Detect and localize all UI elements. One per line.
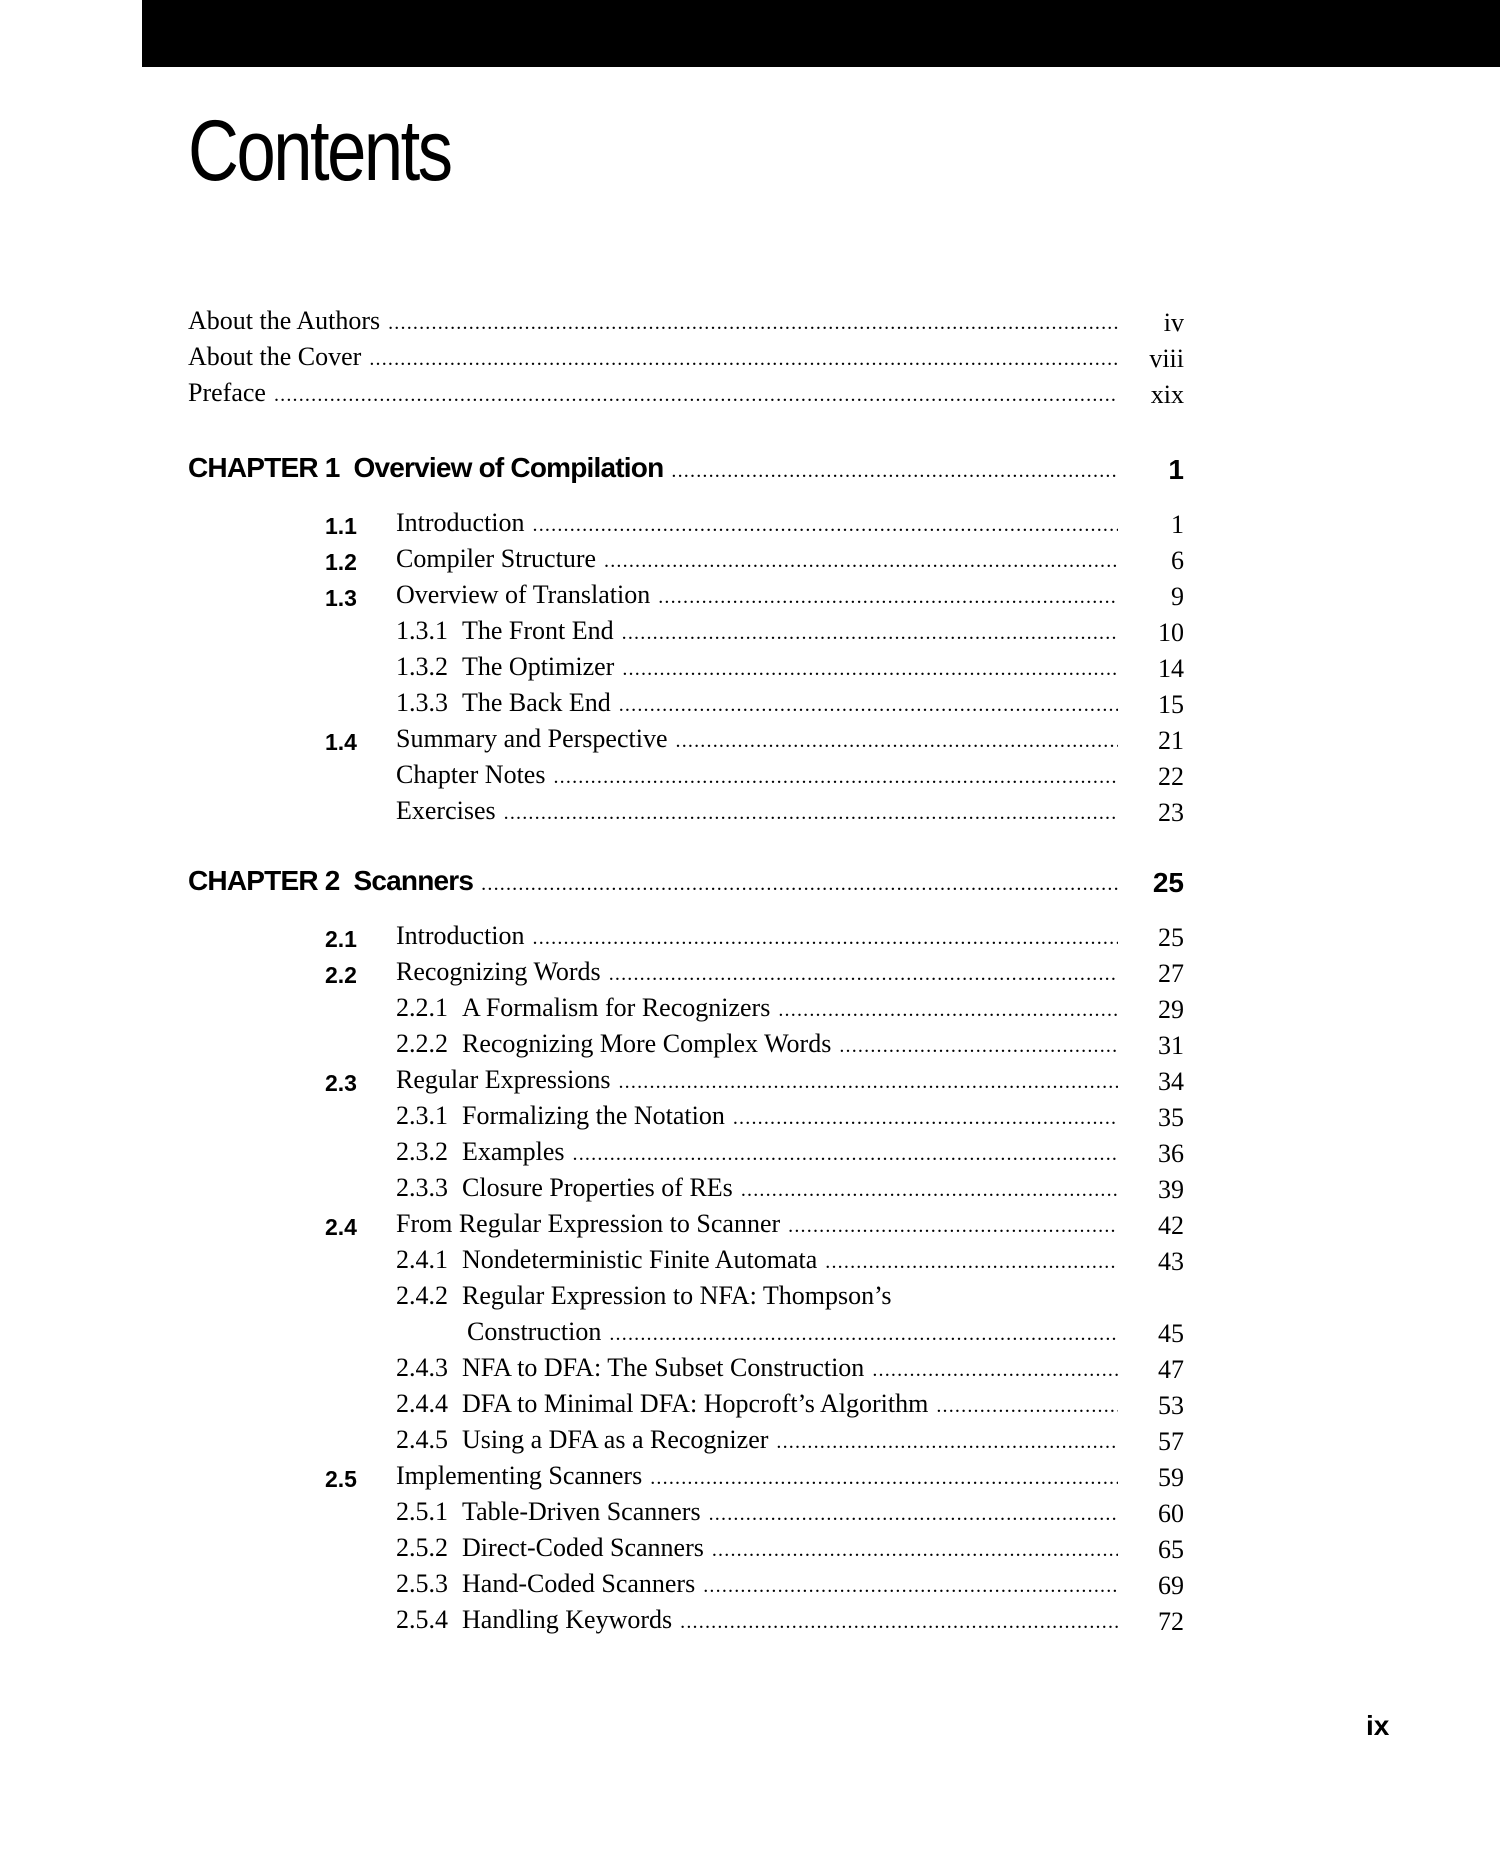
dot-leader bbox=[741, 1179, 1118, 1202]
subsection-number: 1.3.1 bbox=[396, 616, 448, 645]
toc-entry bbox=[396, 796, 1128, 832]
page-ref: 15 bbox=[1158, 690, 1184, 719]
chapter-heading bbox=[188, 452, 1128, 488]
page-ref: 9 bbox=[1171, 582, 1184, 611]
page-ref: 35 bbox=[1158, 1103, 1184, 1132]
entry-title: Hand-Coded Scanners bbox=[462, 1569, 696, 1598]
dot-leader bbox=[776, 1431, 1118, 1454]
entry-title-continued: Construction bbox=[467, 1317, 602, 1346]
toc-entry bbox=[396, 1245, 1128, 1281]
entry-title: Regular Expressions bbox=[396, 1065, 611, 1094]
toc-entry bbox=[396, 1425, 1128, 1461]
subsection-number: 2.2.2 bbox=[396, 1029, 448, 1058]
section-number: 1.2 bbox=[325, 549, 357, 575]
entry-title: Introduction bbox=[396, 921, 525, 950]
toc-entry bbox=[188, 306, 1128, 342]
toc-entry bbox=[396, 616, 1128, 652]
toc-entry bbox=[396, 652, 1128, 688]
page-ref: xix bbox=[1150, 380, 1184, 409]
entry-title: The Optimizer bbox=[462, 652, 615, 681]
entry-title: Compiler Structure bbox=[396, 544, 597, 573]
page-ref: 6 bbox=[1171, 546, 1184, 575]
entry-title: Exercises bbox=[396, 796, 496, 825]
dot-leader bbox=[619, 694, 1118, 717]
toc-entry bbox=[396, 1497, 1128, 1533]
entry-title: DFA to Minimal DFA: Hopcroft’s Algorithm bbox=[462, 1389, 929, 1418]
section-number: 1.1 bbox=[325, 513, 357, 539]
dot-leader bbox=[274, 384, 1118, 407]
dot-leader bbox=[622, 622, 1118, 645]
dot-leader bbox=[778, 999, 1118, 1022]
toc-entry bbox=[396, 1533, 1128, 1569]
entry-title: Recognizing More Complex Words bbox=[462, 1029, 832, 1058]
subsection-number: 2.4.2 bbox=[396, 1281, 448, 1310]
dot-leader bbox=[481, 873, 1118, 896]
page-ref: 25 bbox=[1152, 867, 1184, 898]
toc-entry bbox=[396, 921, 1128, 957]
dot-leader bbox=[825, 1251, 1118, 1274]
entry-title: A Formalism for Recognizers bbox=[462, 993, 771, 1022]
subsection-number: 2.3.1 bbox=[396, 1101, 448, 1130]
toc-entry bbox=[396, 1209, 1128, 1245]
entry-title: Closure Properties of REs bbox=[462, 1173, 733, 1202]
dot-leader bbox=[533, 514, 1118, 537]
chapter-label: CHAPTER 2 bbox=[188, 865, 340, 896]
subsection-number: 2.5.1 bbox=[396, 1497, 448, 1526]
dot-leader bbox=[388, 312, 1118, 335]
page-ref: 47 bbox=[1158, 1355, 1184, 1384]
entry-title: Implementing Scanners bbox=[396, 1461, 643, 1490]
dot-leader bbox=[650, 1467, 1118, 1490]
toc-entry bbox=[188, 342, 1128, 378]
dot-leader bbox=[703, 1575, 1118, 1598]
page-ref: 42 bbox=[1158, 1211, 1184, 1240]
toc-entry bbox=[396, 1173, 1128, 1209]
toc-entry bbox=[396, 1029, 1128, 1065]
page-ref: 25 bbox=[1158, 923, 1184, 952]
section-number: 2.2 bbox=[325, 962, 357, 988]
chapter-label: CHAPTER 1 bbox=[188, 452, 340, 483]
dot-leader bbox=[671, 460, 1118, 483]
dot-leader bbox=[788, 1215, 1118, 1238]
section-number: 1.4 bbox=[325, 729, 357, 755]
page-ref: 69 bbox=[1158, 1571, 1184, 1600]
toc-entry bbox=[467, 1317, 1128, 1353]
subsection-number: 1.3.3 bbox=[396, 688, 448, 717]
entry-title: Overview of Translation bbox=[396, 580, 651, 609]
toc-entry bbox=[396, 1101, 1128, 1137]
subsection-number: 2.5.4 bbox=[396, 1605, 448, 1634]
chapter-heading bbox=[188, 865, 1128, 901]
page-ref: iv bbox=[1163, 308, 1184, 337]
chapter-title: Scanners bbox=[353, 865, 474, 896]
toc-entry bbox=[396, 1569, 1128, 1605]
dot-leader bbox=[622, 658, 1118, 681]
page-ref: 27 bbox=[1158, 959, 1184, 988]
page-ref: 36 bbox=[1158, 1139, 1184, 1168]
entry-title: Introduction bbox=[396, 508, 525, 537]
page-ref: 59 bbox=[1158, 1463, 1184, 1492]
subsection-number: 2.4.5 bbox=[396, 1425, 448, 1454]
page-ref: 1 bbox=[1168, 454, 1184, 485]
dot-leader bbox=[872, 1359, 1118, 1382]
subsection-number: 2.2.1 bbox=[396, 993, 448, 1022]
subsection-number: 2.3.2 bbox=[396, 1137, 448, 1166]
entry-title: The Back End bbox=[462, 688, 611, 717]
dot-leader bbox=[609, 963, 1118, 986]
entry-title: Formalizing the Notation bbox=[462, 1101, 725, 1130]
dot-leader bbox=[609, 1323, 1118, 1346]
entry-title: Using a DFA as a Recognizer bbox=[462, 1425, 769, 1454]
dot-leader bbox=[839, 1035, 1118, 1058]
entry-title: Preface bbox=[188, 378, 266, 407]
dot-leader bbox=[573, 1143, 1118, 1166]
dot-leader bbox=[658, 586, 1118, 609]
dot-leader bbox=[676, 730, 1119, 753]
subsection-number: 2.3.3 bbox=[396, 1173, 448, 1202]
page-ref: 43 bbox=[1158, 1247, 1184, 1276]
toc-entry bbox=[396, 1461, 1128, 1497]
toc-entry bbox=[396, 957, 1128, 993]
dot-leader bbox=[618, 1071, 1118, 1094]
subsection-number: 2.4.4 bbox=[396, 1389, 448, 1418]
subsection-number: 2.4.3 bbox=[396, 1353, 448, 1382]
page-ref: 29 bbox=[1158, 995, 1184, 1024]
toc-entry bbox=[396, 508, 1128, 544]
dot-leader bbox=[733, 1107, 1118, 1130]
entry-title: Recognizing Words bbox=[396, 957, 601, 986]
dot-leader bbox=[369, 348, 1118, 371]
dot-leader bbox=[680, 1611, 1118, 1634]
page-ref: 21 bbox=[1158, 726, 1184, 755]
page-ref: 45 bbox=[1158, 1319, 1184, 1348]
toc-entry bbox=[396, 580, 1128, 616]
entry-title: Regular Expression to NFA: Thompson’s bbox=[462, 1281, 892, 1310]
section-number: 2.3 bbox=[325, 1070, 357, 1096]
subsection-number: 2.4.1 bbox=[396, 1245, 448, 1274]
entry-title: Table-Driven Scanners bbox=[462, 1497, 701, 1526]
subsection-number: 1.3.2 bbox=[396, 652, 448, 681]
dot-leader bbox=[936, 1395, 1118, 1418]
page-ref: 57 bbox=[1158, 1427, 1184, 1456]
toc-entry bbox=[396, 993, 1128, 1029]
page-ref: 39 bbox=[1158, 1175, 1184, 1204]
entry-title: The Front End bbox=[462, 616, 614, 645]
page-number: ix bbox=[1366, 1710, 1390, 1741]
dot-leader bbox=[709, 1503, 1118, 1526]
entry-title: Examples bbox=[462, 1137, 565, 1166]
toc-entry bbox=[396, 1605, 1128, 1641]
entry-title: Nondeterministic Finite Automata bbox=[462, 1245, 818, 1274]
dot-leader bbox=[712, 1539, 1118, 1562]
page-ref: 31 bbox=[1158, 1031, 1184, 1060]
page-ref: viii bbox=[1149, 344, 1184, 373]
toc-entry bbox=[396, 1389, 1128, 1425]
toc-entry bbox=[188, 378, 1128, 414]
page-ref: 14 bbox=[1158, 654, 1184, 683]
entry-title: Chapter Notes bbox=[396, 760, 546, 789]
toc-entry bbox=[396, 724, 1128, 760]
page-ref: 1 bbox=[1171, 510, 1184, 539]
page-ref: 34 bbox=[1158, 1067, 1184, 1096]
entry-title: Summary and Perspective bbox=[396, 724, 668, 753]
toc-entry bbox=[396, 1281, 891, 1317]
section-number: 2.1 bbox=[325, 926, 357, 952]
subsection-number: 2.5.3 bbox=[396, 1569, 448, 1598]
page-ref: 72 bbox=[1158, 1607, 1184, 1636]
toc-entry bbox=[396, 1065, 1128, 1101]
section-number: 2.5 bbox=[325, 1466, 357, 1492]
page-ref: 22 bbox=[1158, 762, 1184, 791]
chapter-title: Overview of Compilation bbox=[353, 452, 664, 483]
page-title: Contents bbox=[188, 103, 451, 199]
dot-leader bbox=[604, 550, 1118, 573]
toc-entry bbox=[396, 1137, 1128, 1173]
dot-leader bbox=[553, 766, 1118, 789]
toc-entry bbox=[396, 760, 1128, 796]
dot-leader bbox=[533, 927, 1118, 950]
toc-entry bbox=[396, 688, 1128, 724]
section-number: 1.3 bbox=[325, 585, 357, 611]
page-ref: 60 bbox=[1158, 1499, 1184, 1528]
page-ref: 53 bbox=[1158, 1391, 1184, 1420]
dot-leader bbox=[504, 802, 1118, 825]
page-ref: 65 bbox=[1158, 1535, 1184, 1564]
subsection-number: 2.5.2 bbox=[396, 1533, 448, 1562]
entry-title: NFA to DFA: The Subset Construction bbox=[462, 1353, 865, 1382]
entry-title: About the Authors bbox=[188, 306, 381, 335]
entry-title: From Regular Expression to Scanner bbox=[396, 1209, 781, 1238]
entry-title: Handling Keywords bbox=[462, 1605, 673, 1634]
section-number: 2.4 bbox=[325, 1214, 357, 1240]
page-ref: 23 bbox=[1158, 798, 1184, 827]
toc-entry bbox=[396, 1353, 1128, 1389]
toc-entry bbox=[396, 544, 1128, 580]
page-ref: 10 bbox=[1158, 618, 1184, 647]
entry-title: Direct-Coded Scanners bbox=[462, 1533, 704, 1562]
entry-title: About the Cover bbox=[188, 342, 362, 371]
